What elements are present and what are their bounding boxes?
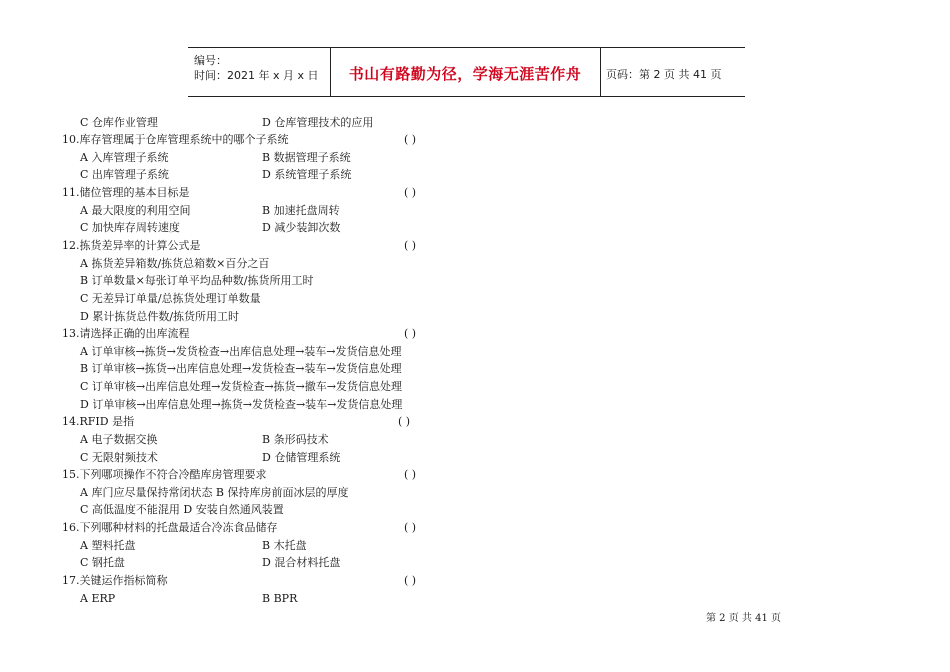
option-c: C 出库管理子系统 <box>80 168 169 181</box>
answer-blank: ( ) <box>404 521 417 534</box>
answer-blank: ( ) <box>404 574 417 587</box>
page-footer: 第 2 页 共 41 页 <box>706 613 781 624</box>
answer-blank: ( ) <box>404 468 417 481</box>
option-d: D 仓库管理技术的应用 <box>262 116 374 129</box>
answer-blank: ( ) <box>404 327 417 340</box>
option-c: C 无差异订单量/总拣货处理订单数量 <box>80 292 261 305</box>
option-d: D 系统管理子系统 <box>262 168 352 181</box>
option-b: B 订单审核→拣货→出库信息处理→发货检查→装车→发货信息处理 <box>80 362 402 375</box>
option-d: D 累计拣货总件数/拣货所用工时 <box>80 310 240 323</box>
option-b: B 条形码技术 <box>262 433 329 446</box>
option-c: C 钢托盘 <box>80 556 125 569</box>
header-motto: 书山有路勤为径，学海无涯苦作舟 <box>348 65 582 83</box>
option-d: D 混合材料托盘 <box>262 556 341 569</box>
option-a: A 最大限度的利用空间 <box>80 204 191 217</box>
option-b: B 订单数量×每张订单平均品种数/拣货所用工时 <box>80 274 314 287</box>
time-label: 时间：2021 年 x 月 x 日 <box>194 69 319 82</box>
question-13: 13.请选择正确的出库流程 <box>62 327 190 340</box>
question-11: 11.储位管理的基本目标是 <box>62 186 190 199</box>
option-a: A 拣货差异箱数/拣货总箱数×百分之百 <box>80 257 270 270</box>
option-b: B BPR <box>262 592 298 605</box>
option-d: D 减少装卸次数 <box>262 221 341 234</box>
option-cd: C 高低温度不能混用 D 安装自然通风装置 <box>80 503 284 516</box>
question-12: 12.拣货差异率的计算公式是 <box>62 239 201 252</box>
option-a: A ERP <box>80 592 116 605</box>
serial-label: 编号： <box>194 54 227 67</box>
question-15: 15.下列哪项操作不符合冷酷库房管理要求 <box>62 468 267 481</box>
option-a: A 订单审核→拣货→发货检查→出库信息处理→装车→发货信息处理 <box>80 345 402 358</box>
answer-blank: ( ) <box>404 133 417 146</box>
answer-blank: ( ) <box>398 415 411 428</box>
option-b: B 数据管理子系统 <box>262 151 351 164</box>
question-10: 10.库存管理属于仓库管理系统中的哪个子系统 <box>62 133 289 146</box>
option-d: D 订单审核→出库信息处理→拣货→发货检查→装车→发货信息处理 <box>80 398 403 411</box>
option-b: B 木托盘 <box>262 539 307 552</box>
option-c: C 订单审核→出库信息处理→发货检查→拣货→撤车→发货信息处理 <box>80 380 402 393</box>
page-header <box>188 47 745 97</box>
option-a: A 电子数据交换 <box>80 433 158 446</box>
option-c: C 仓库作业管理 <box>80 116 158 129</box>
answer-blank: ( ) <box>404 186 417 199</box>
option-a: A 入库管理子系统 <box>80 151 169 164</box>
header-info-cell <box>188 48 331 96</box>
question-16: 16.下列哪种材料的托盘最适合冷冻食品储存 <box>62 521 278 534</box>
question-17: 17.关键运作指标简称 <box>62 574 168 587</box>
header-page-number: 页码：第 2 页 共 41 页 <box>606 68 722 81</box>
option-c: C 加快库存周转速度 <box>80 221 180 234</box>
option-a: A 塑料托盘 <box>80 539 136 552</box>
answer-blank: ( ) <box>404 239 417 252</box>
option-b: B 加速托盘周转 <box>262 204 340 217</box>
option-ab: A 库门应尽量保持常闭状态 B 保持库房前面冰层的厚度 <box>80 486 349 499</box>
header-page-cell <box>600 48 745 96</box>
question-14: 14.RFID 是指 <box>62 415 135 428</box>
option-d: D 仓储管理系统 <box>262 451 341 464</box>
header-motto-cell <box>330 48 601 96</box>
option-c: C 无限射频技术 <box>80 451 158 464</box>
